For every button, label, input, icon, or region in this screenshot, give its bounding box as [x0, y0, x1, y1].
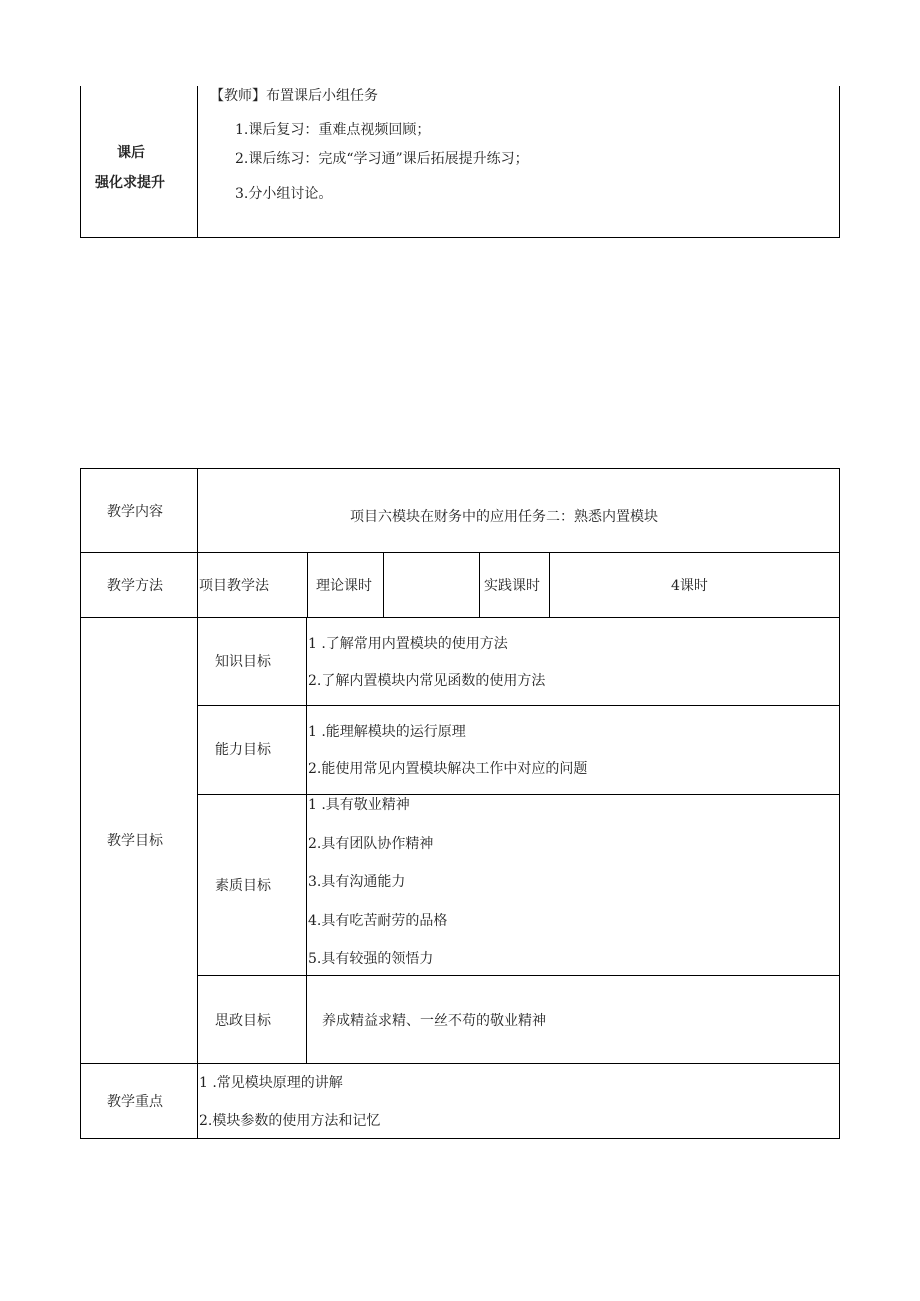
after-class-item: 2.课后练习：完成“学习通”课后拓展提升练习； — [235, 151, 529, 167]
after-class-label-1: 课后 — [117, 145, 145, 161]
cell-divider — [549, 552, 550, 617]
method-value: 项目教学法 — [199, 578, 269, 594]
table-border-left — [80, 86, 81, 238]
cell-divider — [307, 552, 308, 617]
after-class-item: 1.课后复习：重难点视频回顾； — [235, 122, 431, 138]
table-border-bottom — [80, 237, 840, 238]
quality-item: 3.具有沟通能力 — [308, 874, 406, 890]
table-border-bottom — [80, 1138, 840, 1139]
after-class-header: 【教师】布置课后小组任务 — [210, 88, 378, 104]
knowledge-label: 知识目标 — [215, 654, 271, 670]
content-label: 教学内容 — [107, 504, 163, 520]
row-divider — [80, 552, 840, 553]
table-border-top — [80, 468, 840, 469]
ideology-label: 思政目标 — [215, 1013, 271, 1029]
ability-item: 1 .能理解模块的运行原理 — [308, 724, 466, 740]
theory-label: 理论课时 — [316, 578, 372, 594]
practice-label: 实践课时 — [484, 578, 540, 594]
knowledge-item: 2.了解内置模块内常见函数的使用方法 — [308, 673, 546, 689]
after-class-label-2: 强化求提升 — [95, 175, 165, 191]
ability-item: 2.能使用常见内置模块解决工作中对应的问题 — [308, 761, 588, 777]
quality-item: 4.具有吃苦耐劳的品格 — [308, 913, 448, 929]
row-divider — [80, 617, 840, 618]
ability-label: 能力目标 — [215, 742, 271, 758]
table-border-right — [839, 86, 840, 238]
focus-item: 2.模块参数的使用方法和记忆 — [199, 1113, 381, 1129]
goals-label: 教学目标 — [107, 833, 163, 849]
focus-item: 1 .常见模块原理的讲解 — [199, 1075, 343, 1091]
table-border-left — [80, 468, 81, 1139]
row-divider — [197, 975, 840, 976]
practice-value: 4课时 — [671, 578, 708, 594]
row-divider — [197, 794, 840, 795]
table-divider — [197, 86, 198, 238]
after-class-item: 3.分小组讨论。 — [235, 186, 333, 202]
row-divider — [80, 1063, 840, 1064]
quality-item: 1 .具有敬业精神 — [308, 797, 410, 813]
table-divider — [197, 468, 198, 1139]
content-value: 项目六模块在财务中的应用任务二：熟悉内置模块 — [350, 509, 658, 525]
cell-divider — [479, 552, 480, 617]
quality-item: 5.具有较强的领悟力 — [308, 951, 434, 967]
focus-label: 教学重点 — [107, 1094, 163, 1110]
ideology-value: 养成精益求精、一丝不苟的敬业精神 — [322, 1013, 546, 1029]
cell-divider — [306, 617, 307, 1063]
cell-divider — [383, 552, 384, 617]
row-divider — [197, 705, 840, 706]
knowledge-item: 1 .了解常用内置模块的使用方法 — [308, 636, 508, 652]
quality-label: 素质目标 — [215, 878, 271, 894]
table-border-right — [839, 468, 840, 1139]
method-label: 教学方法 — [107, 578, 163, 594]
quality-item: 2.具有团队协作精神 — [308, 836, 434, 852]
